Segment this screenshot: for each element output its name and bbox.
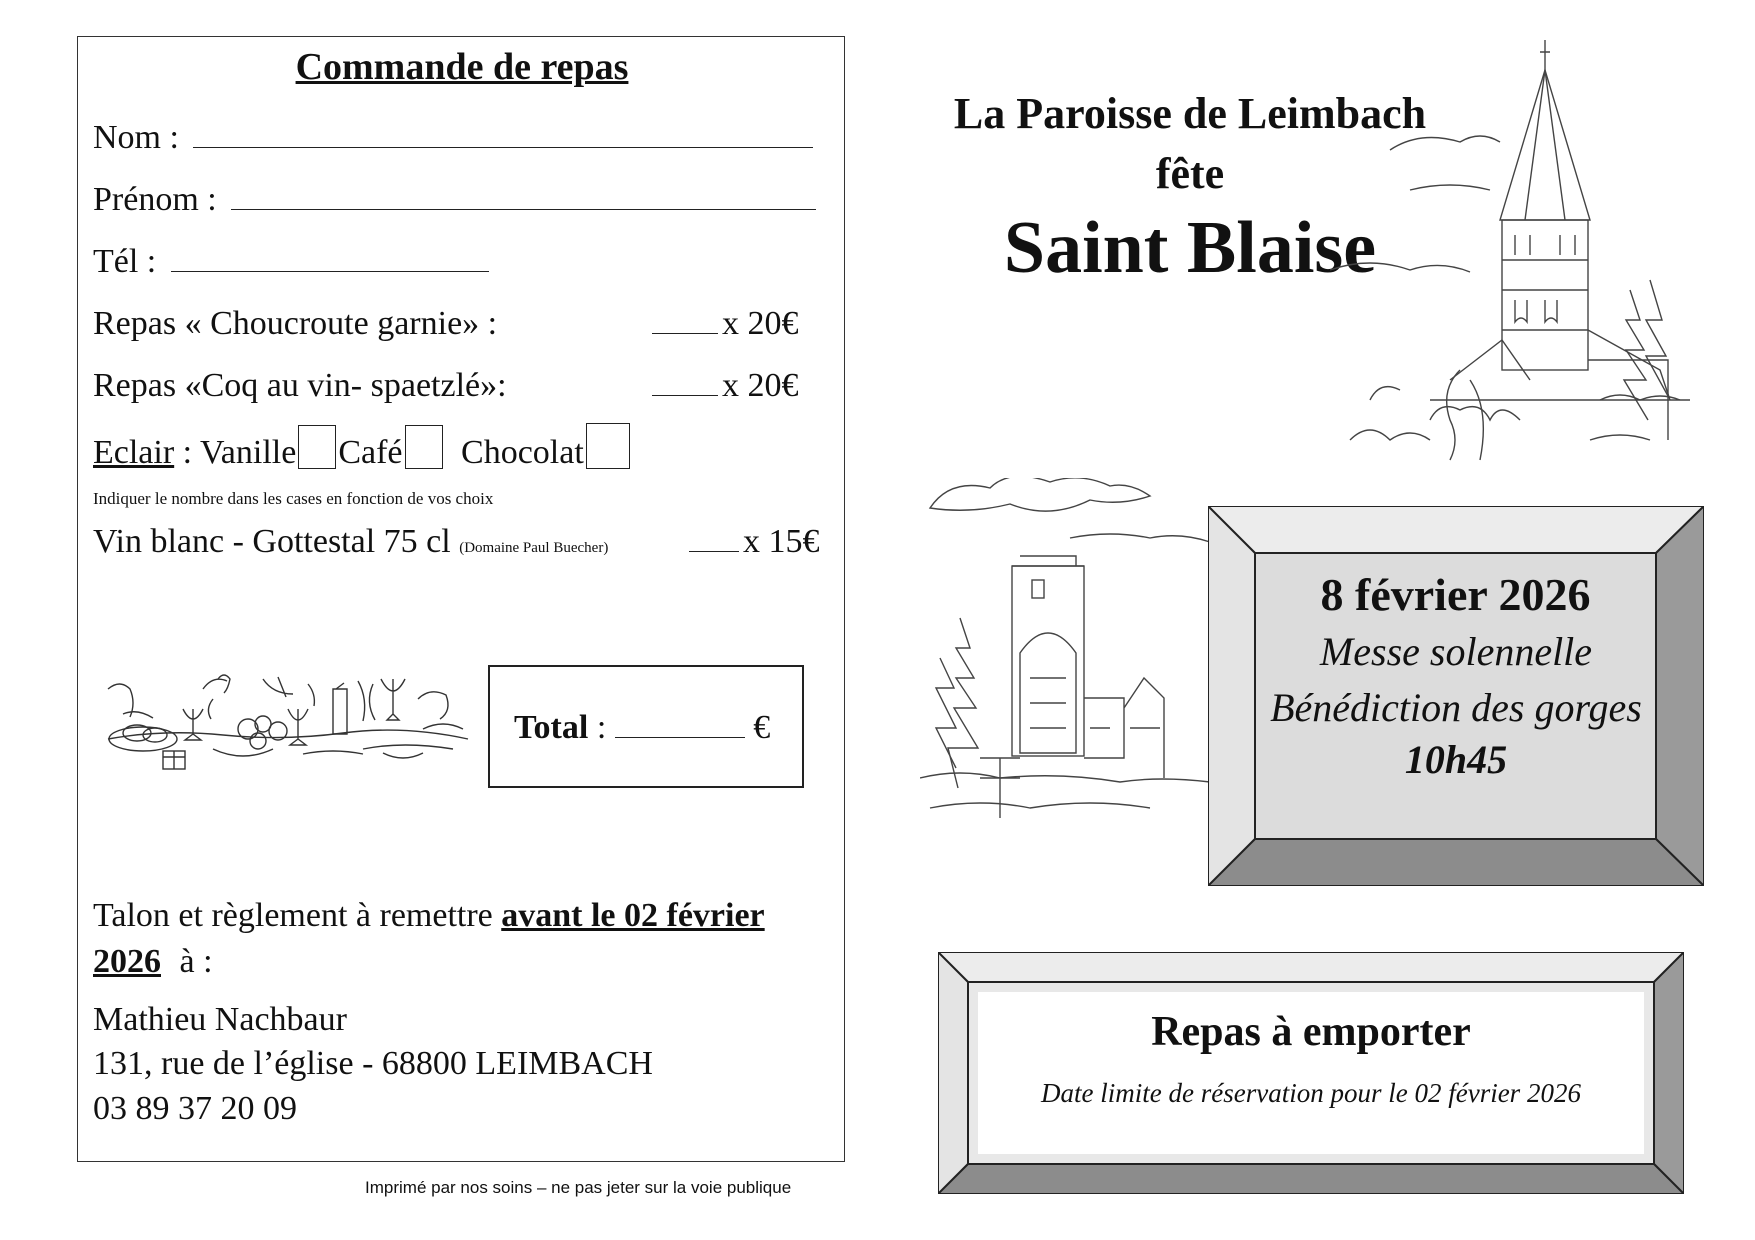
takeaway-note: Date limite de réservation pour le 02 février 2026 — [1041, 1078, 1581, 1108]
dinner-table-illustration — [103, 669, 471, 775]
wine-qty-field[interactable] — [689, 523, 739, 552]
eclair-vanille-box[interactable] — [298, 425, 336, 469]
meal2-qty-row — [646, 367, 799, 405]
nom-row — [93, 119, 813, 157]
deadline-line-2 — [93, 943, 213, 981]
meal2-label: Repas «Coq au vin- spaetzlé»: — [93, 367, 507, 404]
meal2-price: x 20€ — [722, 367, 799, 404]
deadline-text-2: à : — [179, 943, 213, 980]
event-box — [1208, 506, 1704, 886]
wine-qty-row — [683, 523, 820, 561]
header-line-2: fête — [1155, 149, 1225, 198]
contact-address: 131, rue de l’église - 68800 LEIMBACH — [93, 1045, 653, 1082]
total-row — [514, 709, 770, 747]
event-date: 8 février 2026 — [1320, 569, 1591, 620]
wine-label: Vin blanc - Gottestal 75 cl — [93, 523, 451, 560]
total-label: Total — [514, 709, 589, 746]
event-line-1: Messe solennelle — [1319, 629, 1593, 674]
wine-price: x 15€ — [743, 523, 820, 560]
wine-row — [93, 523, 608, 561]
event-line-2: Bénédiction des gorges — [1270, 685, 1642, 730]
total-box — [488, 665, 804, 788]
deadline-line-1 — [93, 897, 765, 935]
eclair-hint: Indiquer le nombre dans les cases en fonction de vos choix — [93, 489, 494, 508]
meal1-qty-field[interactable] — [652, 305, 718, 334]
total-sep: : — [588, 709, 615, 746]
eclair-cafe-label: Café — [338, 434, 403, 471]
header-line-1: La Paroisse de Leimbach — [953, 89, 1427, 138]
takeaway-box-frame — [938, 952, 1684, 1194]
wine-domain: (Domaine Paul Buecher) — [459, 540, 609, 556]
eclair-vanille-label: Vanille — [200, 434, 297, 471]
eclair-chocolat-label: Chocolat — [461, 434, 584, 471]
tel-field[interactable] — [171, 243, 489, 272]
church-tower-illustration — [1330, 40, 1710, 462]
prenom-label: Prénom : — [93, 181, 217, 218]
takeaway-title: Repas à emporter — [1151, 1009, 1471, 1055]
order-form — [77, 36, 845, 1162]
meal1-label: Repas « Choucroute garnie» : — [93, 305, 498, 342]
form-title: Commande de repas — [295, 46, 629, 88]
deadline-bold-1: avant le 02 février — [501, 897, 765, 934]
tel-label: Tél : — [93, 243, 157, 280]
eclair-label: Eclair — [93, 434, 175, 471]
contact-name: Mathieu Nachbaur — [93, 1001, 347, 1038]
eclair-sep: : — [174, 434, 201, 471]
total-field[interactable] — [615, 709, 745, 738]
prenom-field[interactable] — [231, 181, 816, 210]
header-title: Saint Blaise — [1003, 207, 1377, 289]
castle-ruins-illustration — [920, 478, 1220, 838]
meal1-price: x 20€ — [722, 305, 799, 342]
deadline-bold-2: 2026 — [93, 943, 161, 980]
contact-phone: 03 89 37 20 09 — [93, 1090, 297, 1127]
meal2-qty-field[interactable] — [652, 367, 718, 396]
nom-label: Nom : — [93, 119, 179, 156]
prenom-row — [93, 181, 816, 219]
footer-note: Imprimé par nos soins – ne pas jeter sur la voie publique — [365, 1178, 792, 1197]
takeaway-box — [938, 952, 1684, 1194]
tel-row — [93, 243, 489, 281]
nom-field[interactable] — [193, 119, 813, 148]
eclair-row — [93, 423, 632, 472]
eclair-chocolat-box[interactable] — [586, 423, 630, 469]
event-time: 10h45 — [1404, 737, 1508, 782]
meal1-qty-row — [646, 305, 799, 343]
eclair-cafe-box[interactable] — [405, 425, 443, 469]
total-currency: € — [753, 709, 771, 746]
deadline-text-1: Talon et règlement à remettre — [93, 897, 493, 934]
